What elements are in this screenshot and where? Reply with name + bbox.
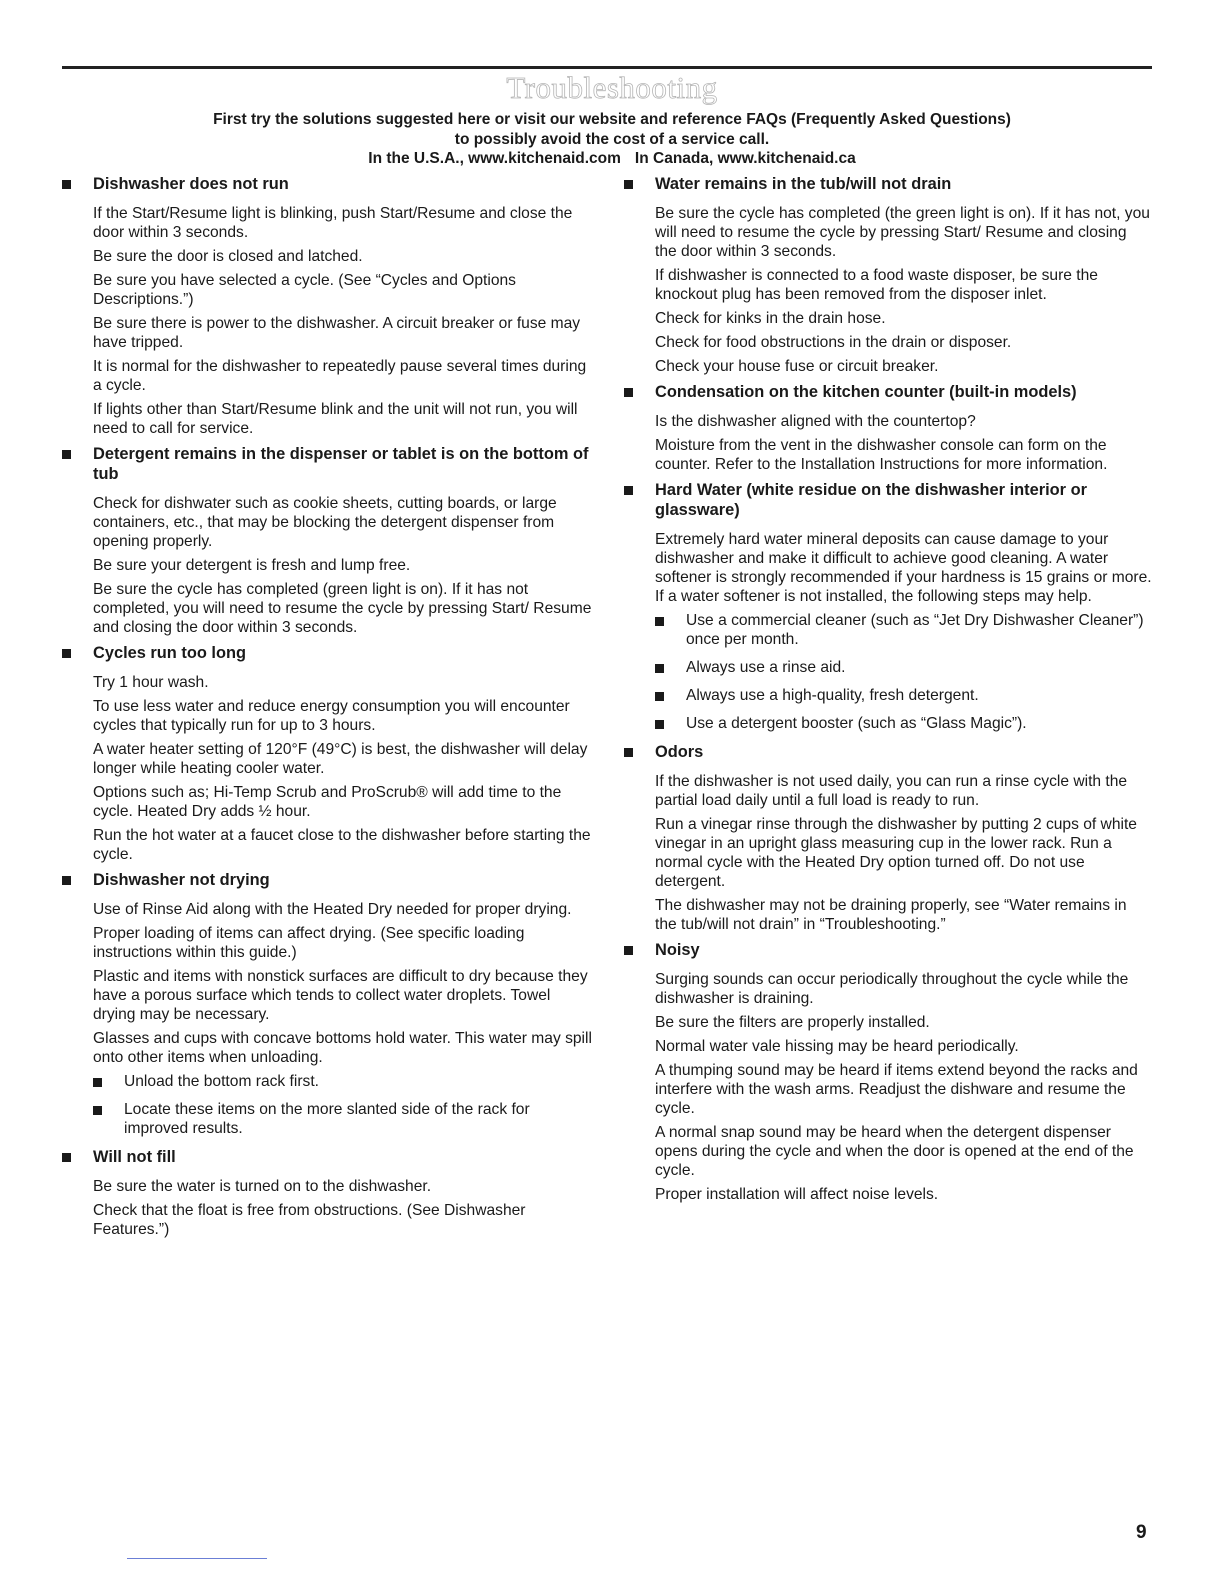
bullet-icon xyxy=(62,649,71,658)
paragraph: If the dishwasher is not used daily, you can run a rinse cycle with the partial load daily until a full load is ready to run. xyxy=(655,773,1128,809)
sub-bullet-text: Always use a high-quality, fresh detergent. xyxy=(686,687,979,704)
sub-bullet-text: Locate these items on the more slanted side of the rack for improved results. xyxy=(124,1101,530,1137)
paragraph: Be sure the cycle has completed (the green light is on). If it has not, you will need to resume the cycle by pressing Start/ Resume and closing the door within 3 seconds. xyxy=(655,205,1150,260)
section-noisy xyxy=(624,940,1152,1204)
paragraph: If lights other than Start/Resume blink and the unit will not run, you will need to call for service. xyxy=(93,401,578,437)
intro xyxy=(0,110,1224,169)
section-heading: Condensation on the kitchen counter (built-in models) xyxy=(655,383,1077,401)
section-odors xyxy=(624,742,1152,934)
section-heading: Dishwasher not drying xyxy=(93,871,270,889)
sub-bullet-text: Use a detergent booster (such as “Glass Magic”). xyxy=(686,715,1027,732)
section-heading: Detergent remains in the dispenser or tablet is on the bottom of tub xyxy=(93,445,589,483)
bullet-icon xyxy=(62,180,71,189)
paragraph: Be sure you have selected a cycle. (See “Cycles and Options Descriptions.”) xyxy=(93,272,516,308)
paragraph: Be sure your detergent is fresh and lump free. xyxy=(93,557,411,574)
section-cycles-run-too-long xyxy=(62,643,592,864)
section-water-remains xyxy=(624,174,1152,376)
page-number: 9 xyxy=(1136,1522,1147,1543)
paragraph: Proper loading of items can affect drying. (See specific loading instructions within this guide.) xyxy=(93,925,525,961)
sub-bullet xyxy=(93,1072,592,1091)
canada-website: In Canada, www.kitchenaid.ca xyxy=(634,150,856,167)
paragraph: A thumping sound may be heard if items extend beyond the racks and interfere with the wash arms. Readjust the dishware and resume the cycle. xyxy=(655,1062,1138,1117)
section-dishwasher-does-not-run xyxy=(62,174,592,438)
section-dishwasher-not-drying xyxy=(62,870,592,1138)
page-title: Troubleshooting xyxy=(506,70,718,105)
paragraph: Plastic and items with nonstick surfaces are difficult to dry because they have a porous surface which tends to collect water droplets. Towel drying may be necessary. xyxy=(93,968,588,1023)
sub-bullet xyxy=(655,686,1152,705)
bullet-icon xyxy=(62,876,71,885)
intro-line-2: to possibly avoid the cost of a service call. xyxy=(454,130,770,148)
sub-bullet xyxy=(655,611,1152,649)
section-detergent-remains xyxy=(62,444,592,637)
paragraph: Try 1 hour wash. xyxy=(93,674,209,691)
paragraph: Is the dishwasher aligned with the countertop? xyxy=(655,413,976,430)
paragraph: Surging sounds can occur periodically throughout the cycle while the dishwasher is draining. xyxy=(655,971,1129,1007)
paragraph: If the Start/Resume light is blinking, push Start/Resume and close the door within 3 seconds. xyxy=(93,205,573,241)
paragraph: Normal water vale hissing may be heard periodically. xyxy=(655,1038,1019,1055)
bullet-icon xyxy=(655,617,664,626)
bullet-icon xyxy=(655,692,664,701)
paragraph: Be sure the filters are properly installed. xyxy=(655,1014,930,1031)
bullet-icon xyxy=(655,664,664,673)
paragraph: Be sure the water is turned on to the dishwasher. xyxy=(93,1178,432,1195)
paragraph: Be sure there is power to the dishwasher. A circuit breaker or fuse may have tripped. xyxy=(93,315,581,351)
section-heading: Water remains in the tub/will not drain xyxy=(655,175,952,193)
section-heading: Odors xyxy=(655,743,704,761)
paragraph: It is normal for the dishwasher to repeatedly pause several times during a cycle. xyxy=(93,358,587,394)
paragraph: A normal snap sound may be heard when the detergent dispenser opens during the cycle and when the door is opened at the end of the cycle. xyxy=(655,1124,1134,1179)
section-condensation xyxy=(624,382,1152,474)
paragraph: Options such as; Hi-Temp Scrub and ProScrub® will add time to the cycle. Heated Dry adds ½ hour. xyxy=(93,784,562,820)
sub-bullet xyxy=(93,1100,592,1138)
section-hard-water xyxy=(624,480,1152,733)
bullet-icon xyxy=(624,388,633,397)
bullet-icon xyxy=(624,486,633,495)
section-heading: Cycles run too long xyxy=(93,644,246,662)
paragraph: Use of Rinse Aid along with the Heated Dry needed for proper drying. xyxy=(93,901,572,918)
paragraph: Check for dishwater such as cookie sheets, cutting boards, or large containers, etc., that may be blocking the detergent dispenser from opening properly. xyxy=(93,495,557,550)
paragraph: Be sure the door is closed and latched. xyxy=(93,248,363,265)
paragraph: Be sure the cycle has completed (green light is on). If it has not completed, you will need to resume the cycle by pressing Start/ Resume and closing the door within 3 seconds. xyxy=(93,581,592,636)
sub-bullet-text: Always use a rinse aid. xyxy=(686,659,846,676)
paragraph: Check for food obstructions in the drain or disposer. xyxy=(655,334,1012,351)
bullet-icon xyxy=(62,1153,71,1162)
left-column xyxy=(62,174,592,1245)
intro-websites xyxy=(0,149,1224,169)
paragraph: If dishwasher is connected to a food waste disposer, be sure the knockout plug has been removed from the disposer inlet. xyxy=(655,267,1098,303)
paragraph: A water heater setting of 120°F (49°C) is best, the dishwasher will delay longer while heating cooler water. xyxy=(93,741,588,777)
sub-bullet-text: Unload the bottom rack first. xyxy=(124,1073,320,1090)
paragraph: To use less water and reduce energy consumption you will encounter cycles that typically run for up to 3 hours. xyxy=(93,698,570,734)
bullet-icon xyxy=(624,946,633,955)
section-heading: Noisy xyxy=(655,941,700,959)
usa-website: In the U.S.A., www.kitchenaid.com xyxy=(368,150,621,167)
paragraph: Check your house fuse or circuit breaker. xyxy=(655,358,939,375)
intro-line-1: First try the solutions suggested here or visit our website and reference FAQs (Frequently Asked Questions) xyxy=(213,111,1011,128)
paragraph: The dishwasher may not be draining properly, see “Water remains in the tub/will not drain” in “Troubleshooting.” xyxy=(655,897,1127,933)
bullet-icon xyxy=(655,720,664,729)
paragraph: Moisture from the vent in the dishwasher console can form on the counter. Refer to the Installation Instructions for more information. xyxy=(655,437,1108,473)
right-column xyxy=(624,174,1152,1210)
section-heading: Hard Water (white residue on the dishwasher interior or glassware) xyxy=(655,481,1087,519)
section-heading: Dishwasher does not run xyxy=(93,175,289,193)
paragraph: Run a vinegar rinse through the dishwasher by putting 2 cups of white vinegar in an upright glass measuring cup in the lower rack. Run a normal cycle with the Heated Dry option turned off. Do not use detergent. xyxy=(655,816,1137,890)
section-heading: Will not fill xyxy=(93,1148,176,1166)
paragraph: Check for kinks in the drain hose. xyxy=(655,310,886,327)
paragraph: Extremely hard water mineral deposits can cause damage to your dishwasher and make it difficult to achieve good cleaning. A water softener is strongly recommended if your hardness is 15 grains or more. If a water softener is not installed, the following steps may help. xyxy=(655,531,1152,605)
section-will-not-fill xyxy=(62,1147,592,1239)
paragraph: Proper installation will affect noise levels. xyxy=(655,1186,939,1203)
paragraph: Check that the float is free from obstructions. (See Dishwasher Features.”) xyxy=(93,1202,526,1238)
paragraph: Glasses and cups with concave bottoms hold water. This water may spill onto other items when unloading. xyxy=(93,1030,592,1066)
bullet-icon xyxy=(624,180,633,189)
top-rule xyxy=(62,66,1152,69)
bullet-icon xyxy=(62,450,71,459)
sub-bullet-text: Use a commercial cleaner (such as “Jet Dry Dishwasher Cleaner”) once per month. xyxy=(686,612,1144,648)
bullet-icon xyxy=(93,1106,102,1115)
bullet-icon xyxy=(624,748,633,757)
paragraph: Run the hot water at a faucet close to the dishwasher before starting the cycle. xyxy=(93,827,591,863)
footer-line xyxy=(127,1558,267,1559)
sub-bullet xyxy=(655,714,1152,733)
bullet-icon xyxy=(93,1078,102,1087)
sub-bullet xyxy=(655,658,1152,677)
